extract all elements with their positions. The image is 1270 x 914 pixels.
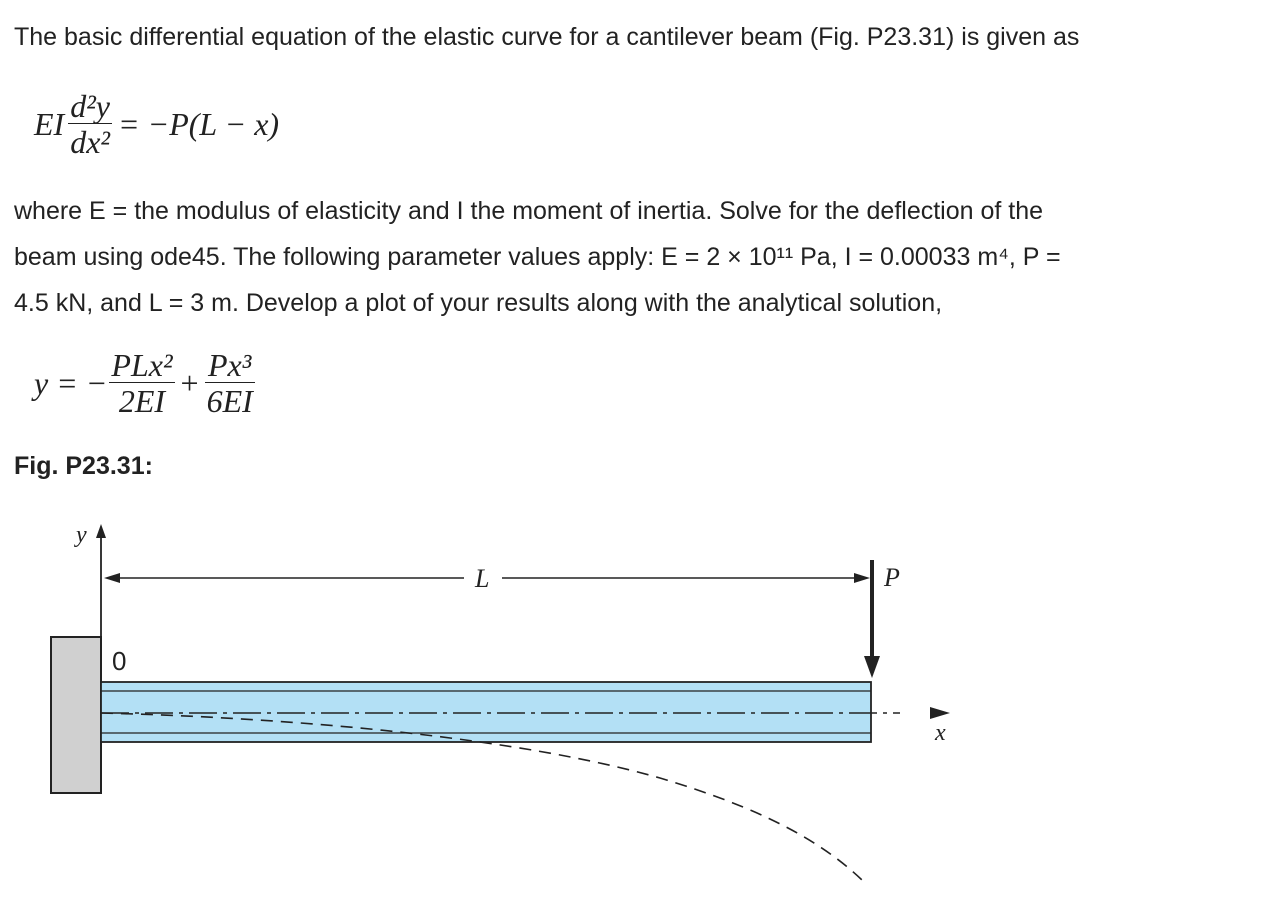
problem-paragraph xyxy=(14,188,1061,326)
eq1-fraction xyxy=(68,90,112,158)
length-arrowhead-right xyxy=(854,573,870,583)
x-axis-label: x xyxy=(935,720,946,746)
load-label: P xyxy=(884,563,900,592)
length-label: L xyxy=(475,564,490,593)
eq1-coefficient: EI xyxy=(34,105,65,142)
fixed-wall xyxy=(51,637,101,793)
intro-paragraph: The basic differential equation of the elastic curve for a cantilever beam (Fig. P23.31) is given as xyxy=(14,23,1080,51)
origin-label: 0 xyxy=(112,646,127,676)
eq1-rhs: = −P(L − x) xyxy=(118,105,280,142)
analytical-solution-equation xyxy=(34,340,255,426)
eq2-fraction-1 xyxy=(109,349,174,417)
eq2-frac2-numerator: Px³ xyxy=(205,349,255,383)
x-axis-arrowhead xyxy=(930,707,950,719)
problem-line-1: where E = the modulus of elasticity and I the moment of inertia. Solve for the deflection of the xyxy=(14,197,1044,225)
eq2-fraction-2 xyxy=(205,349,255,417)
differential-equation xyxy=(34,76,279,172)
problem-line-2: beam using ode45. The following parameter values apply: E = 2 × 10¹¹ Pa, I = 0.00033 m⁴, P = xyxy=(14,243,1061,271)
eq1-numerator: d²y xyxy=(70,88,110,124)
y-axis-arrowhead xyxy=(96,524,106,538)
problem-line-3: 4.5 kN, and L = 3 m. Develop a plot of your results along with the analytical solution, xyxy=(14,289,943,317)
length-arrowhead-left xyxy=(104,573,120,583)
cantilever-beam-figure xyxy=(0,510,1000,900)
load-arrowhead xyxy=(864,656,880,678)
figure-label: Fig. P23.31: xyxy=(14,452,153,480)
eq2-plus: + xyxy=(180,364,199,401)
y-axis-label: y xyxy=(76,522,87,548)
eq2-frac1-numerator: PLx² xyxy=(111,347,173,383)
eq2-frac1-denominator: 2EI xyxy=(118,383,166,419)
eq1-denominator: dx² xyxy=(70,124,110,160)
eq2-lhs: y = − xyxy=(34,364,108,401)
eq2-frac2-denominator: 6EI xyxy=(206,383,253,419)
